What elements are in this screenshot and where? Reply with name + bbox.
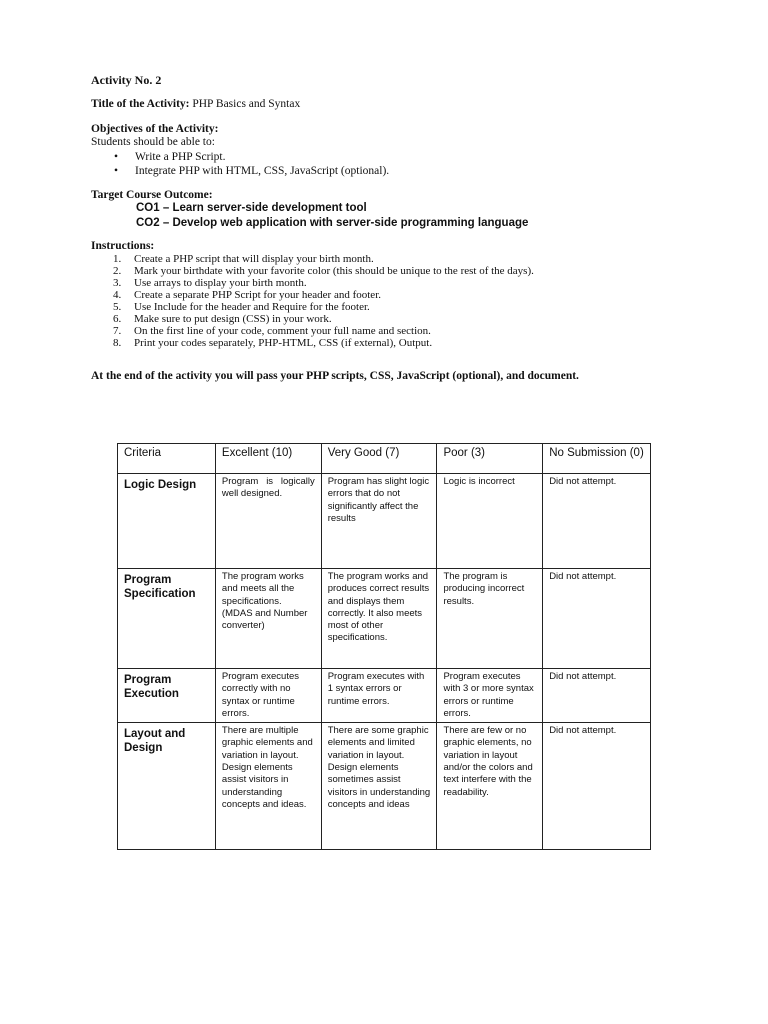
rubric-very-good: Program executes with 1 syntax errors or runtime errors.: [321, 669, 437, 723]
activity-title: [91, 98, 300, 110]
activity-title-value: PHP Basics and Syntax: [192, 98, 301, 110]
rubric-excellent: There are multiple graphic elements and variation in layout. Design elements assist visitors in understanding concepts and ideas.: [215, 723, 321, 850]
rubric-header-no-submission: No Submission (0): [543, 444, 651, 474]
instruction-text: Create a PHP script that will display your birth month.: [134, 253, 374, 265]
instruction-number: 3.: [113, 277, 122, 289]
instruction-item: [113, 289, 381, 301]
rubric-header-excellent: Excellent (10): [215, 444, 321, 474]
course-outcome-text: – Develop web application with server-side programming language: [159, 217, 529, 229]
instruction-item: [113, 301, 370, 313]
course-outcome-text: – Learn server-side development tool: [159, 202, 367, 214]
rubric-criteria: Logic Design: [118, 474, 216, 569]
course-outcome-item: [136, 217, 528, 229]
objectives-intro: Students should be able to:: [91, 136, 215, 148]
instruction-item: [113, 313, 332, 325]
bullet-icon: •: [114, 151, 119, 163]
objective-text: Write a PHP Script.: [135, 151, 226, 163]
objective-text: Integrate PHP with HTML, CSS, JavaScript (optional).: [135, 165, 390, 177]
rubric-excellent: The program works and meets all the specifications. (MDAS and Number converter): [215, 569, 321, 669]
instruction-text: Use Include for the header and Require for the footer.: [134, 301, 370, 313]
rubric-no-submission: Did not attempt.: [543, 474, 651, 569]
instruction-item: [113, 253, 374, 265]
course-outcome-heading: Target Course Outcome:: [91, 189, 213, 201]
rubric-header-row: [118, 444, 651, 474]
bullet-icon: •: [114, 165, 119, 177]
instruction-text: On the first line of your code, comment your full name and section.: [134, 325, 431, 337]
rubric-no-submission: Did not attempt.: [543, 723, 651, 850]
rubric-very-good: There are some graphic elements and limited variation in layout. Design elements sometimes assist visitors in understanding concepts and ideas: [321, 723, 437, 850]
rubric-header-very-good: Very Good (7): [321, 444, 437, 474]
submission-note: At the end of the activity you will pass your PHP scripts, CSS, JavaScript (optional), and document.: [91, 370, 579, 382]
instruction-item: [113, 265, 534, 277]
rubric-row: [118, 569, 651, 669]
rubric-no-submission: Did not attempt.: [543, 669, 651, 723]
instruction-item: [113, 337, 432, 349]
rubric-row: [118, 723, 651, 850]
instruction-number: 6.: [113, 313, 122, 325]
rubric-criteria: Program Execution: [118, 669, 216, 723]
instructions-heading: Instructions:: [91, 240, 155, 252]
objective-item: [114, 165, 389, 177]
rubric-very-good: Program has slight logic errors that do not significantly affect the results: [321, 474, 437, 569]
instruction-item: [113, 325, 431, 337]
instruction-text: Use arrays to display your birth month.: [134, 277, 307, 289]
course-outcome-code: CO1: [136, 202, 160, 214]
rubric-criteria: Layout and Design: [118, 723, 216, 850]
instruction-number: 8.: [113, 337, 122, 349]
rubric-very-good: The program works and produces correct results and displays them correctly. It also meets most of other specifications.: [321, 569, 437, 669]
instruction-number: 2.: [113, 265, 122, 277]
course-outcome-item: [136, 202, 367, 214]
rubric-table: [117, 443, 651, 850]
rubric-header-poor: Poor (3): [437, 444, 543, 474]
activity-title-label: Title of the Activity:: [91, 98, 190, 110]
objective-item: [114, 151, 225, 163]
instruction-item: [113, 277, 307, 289]
rubric-row: [118, 474, 651, 569]
rubric-excellent: Program is logically well designed.: [215, 474, 321, 569]
rubric-header-criteria: Criteria: [118, 444, 216, 474]
instruction-number: 5.: [113, 301, 122, 313]
instruction-text: Mark your birthdate with your favorite color (this should be unique to the rest of the days).: [134, 265, 534, 277]
objectives-heading: Objectives of the Activity:: [91, 123, 219, 135]
rubric-poor: There are few or no graphic elements, no variation in layout and/or the colors and text interfere with the readability.: [437, 723, 543, 850]
instruction-text: Create a separate PHP Script for your header and footer.: [134, 289, 382, 301]
instruction-number: 1.: [113, 253, 122, 265]
activity-number: Activity No. 2: [91, 73, 162, 87]
instruction-text: Make sure to put design (CSS) in your work.: [134, 313, 332, 325]
rubric-criteria: Program Specification: [118, 569, 216, 669]
rubric-poor: Program executes with 3 or more syntax errors or runtime errors.: [437, 669, 543, 723]
rubric-poor: The program is producing incorrect results.: [437, 569, 543, 669]
instruction-number: 7.: [113, 325, 122, 337]
course-outcome-code: CO2: [136, 217, 160, 229]
instruction-text: Print your codes separately, PHP-HTML, CSS (if external), Output.: [134, 337, 433, 349]
instruction-number: 4.: [113, 289, 122, 301]
rubric-no-submission: Did not attempt.: [543, 569, 651, 669]
rubric-row: [118, 669, 651, 723]
rubric-poor: Logic is incorrect: [437, 474, 543, 569]
rubric-excellent: Program executes correctly with no syntax or runtime errors.: [215, 669, 321, 723]
